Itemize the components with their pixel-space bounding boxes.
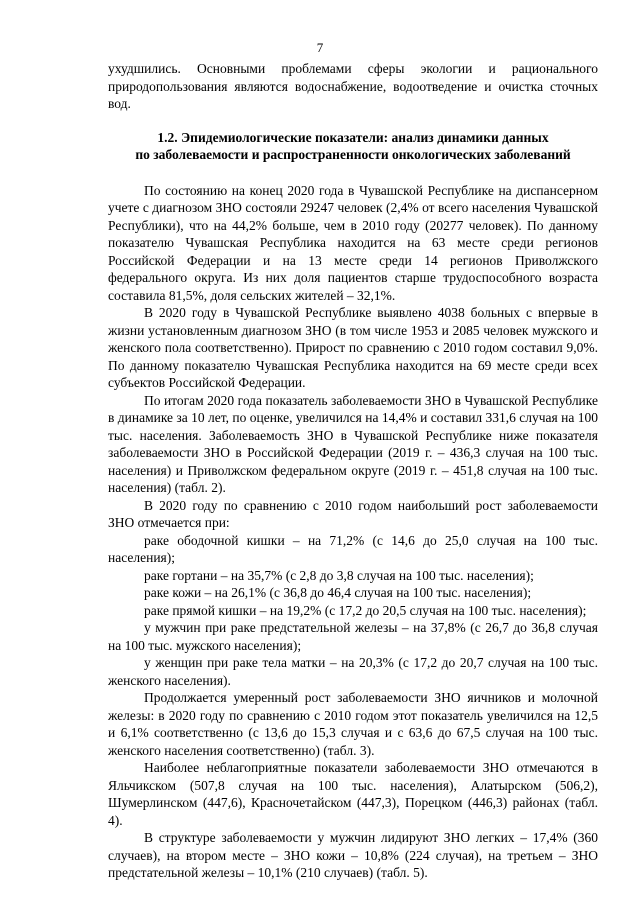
paragraph: В 2020 году по сравнению с 2010 годом наибольший рост заболеваемости ЗНО отмечается при:: [108, 497, 598, 530]
list-item: у женщин при раке тела матки – на 20,3% (с 17,2 до 20,7 случая на 100 тыс. женского населения).: [108, 655, 598, 688]
document-body: [108, 60, 598, 882]
paragraph: Наиболее неблагоприятные показатели заболеваемости ЗНО отмечаются в Яльчикском (507,8 случая на 100 тыс. населения), Алатырском (506,2), Шумерлинском (447,6), Красночетайском (447,3), Порецком (446,3) районах (табл. 4).: [108, 760, 598, 828]
list-item: раке гортани – на 35,7% (с 2,8 до 3,8 случая на 100 тыс. населения);: [144, 567, 534, 583]
paragraph: По итогам 2020 года показатель заболеваемости ЗНО в Чувашской Республике в динамике за 10 лет, по оценке, увеличился на 14,4% и составил 331,6 случая на 100 тыс. населения. Заболеваемость ЗНО в Чувашской Республике ниже показателя заболеваемости ЗНО в Российской Федерации (2019 г. – 436,3 случая на 100 тыс. населения) и Приволжском федеральном округе (2019 г. – 451,8 случая на 100 тыс. населения) (табл. 2).: [108, 392, 598, 495]
list-item: у мужчин при раке предстательной железы – на 37,8% (с 26,7 до 36,8 случая на 100 тыс. мужского населения);: [108, 620, 598, 653]
paragraph: Продолжается умеренный рост заболеваемости ЗНО яичников и молочной железы: в 2020 году по сравнению с 2010 годом этот показатель увеличился на 12,5 и 6,1% соответственно (с 13,6 до 15,3 случая и с 63,6 до 67,5 случая на 100 тыс. женского населения соответственно) (табл. 3).: [108, 690, 598, 758]
section-heading-line-1: 1.2. Эпидемиологические показатели: анализ динамики данных: [157, 129, 549, 145]
list-item: раке кожи – на 26,1% (с 36,8 до 46,4 случая на 100 тыс. населения);: [144, 585, 532, 600]
list-item: раке ободочной кишки – на 71,2% (с 14,6 до 25,0 случая на 100 тыс. населения);: [108, 532, 598, 565]
page-number: 7: [316, 40, 324, 55]
section-heading: [108, 129, 598, 164]
list-item: раке прямой кишки – на 19,2% (с 17,2 до 20,5 случая на 100 тыс. населения);: [144, 602, 587, 618]
paragraph: В 2020 году в Чувашской Республике выявлено 4038 больных с впервые в жизни установленным диагнозом ЗНО (в том числе 1953 и 2085 человек мужского и женского пола соответственно). Прирост по сравнению с 2010 годом составил 9,0%. По данному показателю Чувашская Республика находится на 69 месте среди всех субъектов Российской Федерации.: [108, 305, 598, 390]
paragraph: В структуре заболеваемости у мужчин лидируют ЗНО легких – 17,4% (360 случаев), на втором месте – ЗНО кожи – 10,8% (224 случая), на третьем – ЗНО предстательной железы – 10,1% (210 случаев) (табл. 5).: [108, 830, 598, 880]
paragraph-continued: ухудшились. Основными проблемами сферы экологии и рационального природопользования являются водоснабжение, водоотведение и очистка сточных вод.: [108, 61, 598, 111]
paragraph: По состоянию на конец 2020 года в Чувашской Республике на диспансерном учете с диагнозом ЗНО состояли 29247 человек (2,4% от всего населения Чувашской Республики), что на 44,2% больше, чем в 2010 году (20277 человек). По данному показателю Чувашская Республика находится на 63 месте среди регионов Российской Федерации и на 13 месте среди 14 регионов Приволжского федерального округа. Из них доля пациентов старше трудоспособного возраста составила 81,5%, доля сельских жителей – 32,1%.: [108, 182, 598, 303]
section-heading-line-2: по заболеваемости и распространенности онкологических заболеваний: [135, 147, 571, 162]
